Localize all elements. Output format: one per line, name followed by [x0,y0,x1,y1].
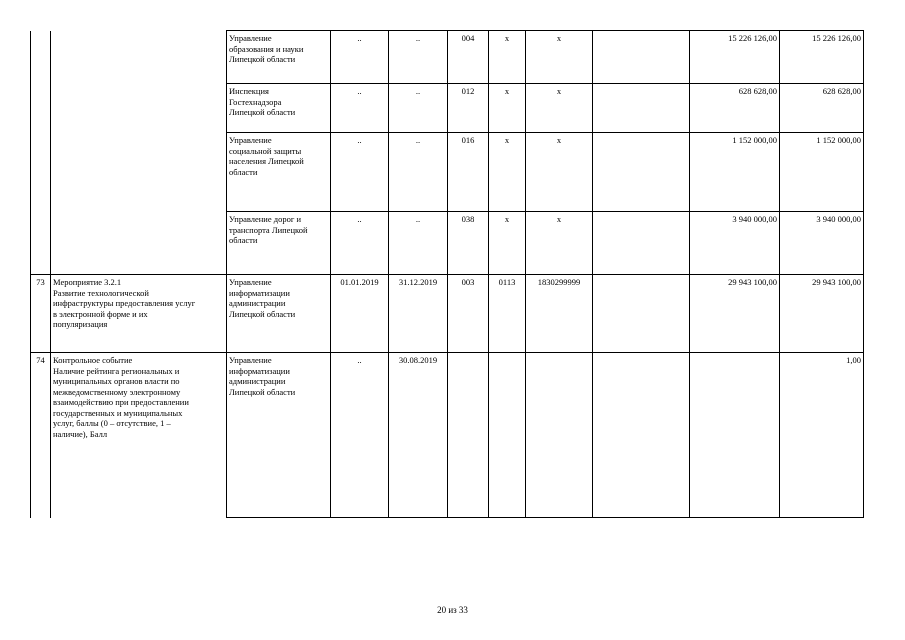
cell-number: 73 [31,275,51,353]
table-row [31,31,864,84]
cell-event [51,84,227,133]
cell-grbs-code [448,353,489,518]
cell-end-date: 31.12.2019 [389,275,448,353]
cell-amount-total: 3 940 000,00 [780,212,864,275]
cell-amount-plan [690,353,780,518]
cell-amount-total: 628 628,00 [780,84,864,133]
cell-amount-plan: 1 152 000,00 [690,133,780,212]
cell-end-date: .. [389,84,448,133]
cell-amount-total: 1 152 000,00 [780,133,864,212]
cell-organization: Управление дорог и транспорта Липецкой области [227,212,331,275]
cell-start-date: .. [331,212,389,275]
cell-grbs-code: 003 [448,275,489,353]
cell-start-date: .. [331,84,389,133]
cell-start-date: .. [331,353,389,518]
cell-amount-plan: 628 628,00 [690,84,780,133]
cell-event: Мероприятие 3.2.1 Развитие технологической инфраструктуры предоставления услуг в электронной форме и их популяризация [51,275,227,353]
cell-section-code: x [489,212,526,275]
table-row [31,212,864,275]
cell-end-date: .. [389,212,448,275]
cell-expense-type [593,212,690,275]
cell-amount-total: 29 943 100,00 [780,275,864,353]
cell-number [31,84,51,133]
program-table [30,30,864,518]
cell-target-code: x [526,84,593,133]
cell-amount-plan: 3 940 000,00 [690,212,780,275]
cell-end-date: .. [389,31,448,84]
cell-organization: Управление информатизации администрации Липецкой области [227,275,331,353]
cell-start-date: .. [331,31,389,84]
cell-expense-type [593,133,690,212]
cell-start-date: .. [331,133,389,212]
cell-grbs-code: 038 [448,212,489,275]
cell-organization: Инспекция Гостехнадзора Липецкой области [227,84,331,133]
cell-section-code: x [489,133,526,212]
cell-number [31,31,51,84]
cell-end-date: .. [389,133,448,212]
cell-amount-plan: 15 226 126,00 [690,31,780,84]
cell-event [51,31,227,84]
page-number: 20 из 33 [437,605,468,615]
cell-number: 74 [31,353,51,518]
cell-expense-type [593,275,690,353]
cell-section-code: x [489,84,526,133]
table-row [31,84,864,133]
cell-section-code: x [489,31,526,84]
cell-section-code [489,353,526,518]
cell-grbs-code: 012 [448,84,489,133]
cell-start-date: 01.01.2019 [331,275,389,353]
cell-organization: Управление образования и науки Липецкой области [227,31,331,84]
cell-amount-plan: 29 943 100,00 [690,275,780,353]
cell-number [31,133,51,212]
cell-expense-type [593,31,690,84]
cell-event [51,212,227,275]
cell-target-code: x [526,31,593,84]
cell-grbs-code: 016 [448,133,489,212]
cell-organization: Управление социальной защиты населения Липецкой области [227,133,331,212]
cell-grbs-code: 004 [448,31,489,84]
cell-amount-total: 1,00 [780,353,864,518]
cell-target-code: x [526,133,593,212]
cell-target-code: x [526,212,593,275]
cell-end-date: 30.08.2019 [389,353,448,518]
table-row [31,275,864,353]
cell-event [51,133,227,212]
cell-organization: Управление информатизации администрации Липецкой области [227,353,331,518]
table-row [31,353,864,518]
cell-target-code [526,353,593,518]
cell-amount-total: 15 226 126,00 [780,31,864,84]
cell-section-code: 0113 [489,275,526,353]
cell-event: Контрольное событие Наличие рейтинга региональных и муниципальных органов власти по межведомственному электронному взаимодействию при предоставлении государственных и муниципальных услуг, баллы (0 – отсутствие, 1 – наличие), Балл [51,353,227,518]
cell-target-code: 1830299999 [526,275,593,353]
table-row [31,133,864,212]
cell-expense-type [593,84,690,133]
cell-number [31,212,51,275]
cell-expense-type [593,353,690,518]
